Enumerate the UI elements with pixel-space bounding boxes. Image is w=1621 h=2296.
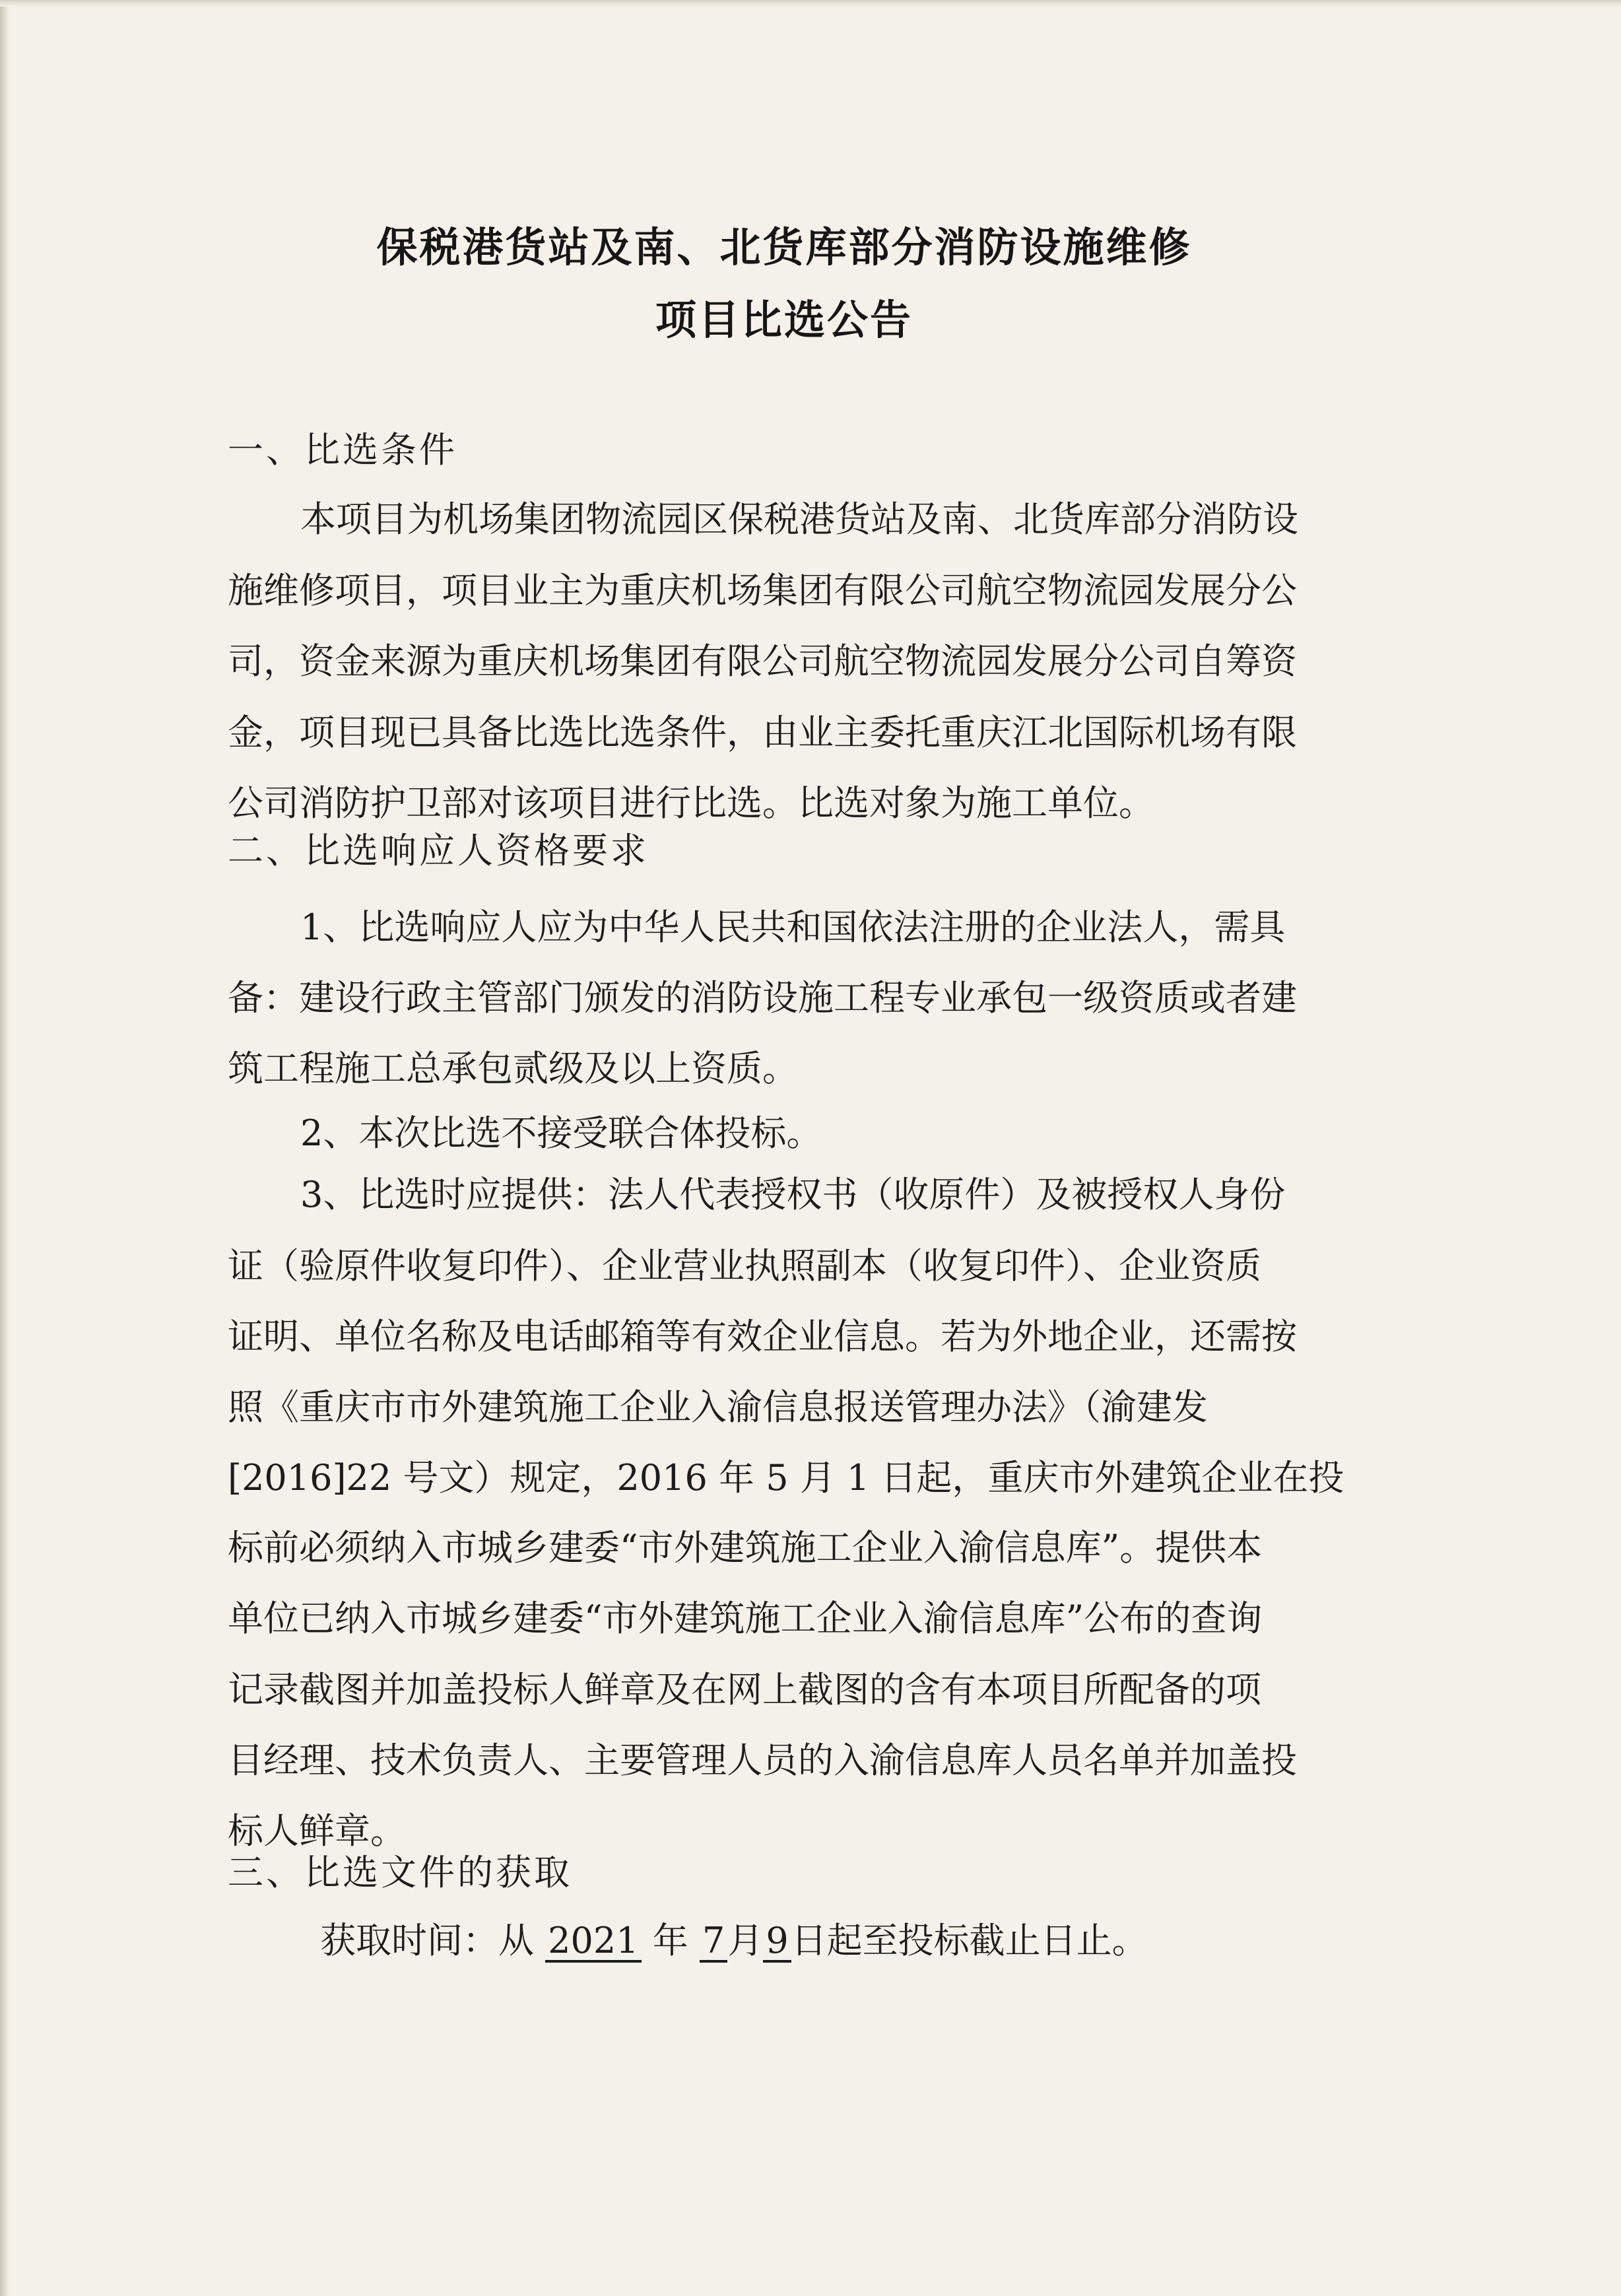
date-day: 9 bbox=[763, 1922, 791, 1963]
section2-item3-line-7: 单位已纳入市城乡建委“市外建筑施工企业入渝信息库”公布的查询 bbox=[228, 1598, 1263, 1639]
section1-line-2: 施维修项目，项目业主为重庆机场集团有限公司航空物流园发展分公 bbox=[228, 570, 1297, 611]
date-suffix: 日起至投标截止日止。 bbox=[791, 1920, 1148, 1961]
date-month: 7 bbox=[700, 1922, 727, 1963]
section2-item1-line-2: 备：建设行政主管部门颁发的消防设施工程专业承包一级资质或者建 bbox=[228, 977, 1297, 1019]
date-year: 2021 bbox=[545, 1922, 641, 1963]
section2-item1-line-3: 筑工程施工总承包贰级及以上资质。 bbox=[228, 1048, 798, 1089]
section2-item3-line-4: 照《重庆市市外建筑施工企业入渝信息报送管理办法》（渝建发 bbox=[228, 1386, 1208, 1428]
section1-line-5: 公司消防护卫部对该项目进行比选。比选对象为施工单位。 bbox=[228, 782, 1154, 824]
section2-item3-line-2: 证（验原件收复印件）、企业营业执照副本（收复印件）、企业资质 bbox=[228, 1245, 1261, 1287]
section2-item3-line-10: 标人鲜章。 bbox=[228, 1810, 406, 1852]
section1-heading: 一、比选条件 bbox=[228, 429, 457, 471]
section2-item1-line-1: 1、比选响应人应为中华人民共和国依法注册的企业法人，需具 bbox=[300, 906, 1286, 948]
acquisition-date-line bbox=[320, 1922, 1148, 1963]
section3-heading: 三、比选文件的获取 bbox=[228, 1852, 572, 1893]
section2-item3-line-8: 记录截图并加盖投标人鲜章及在网上截图的含有本项目所配备的项 bbox=[228, 1669, 1261, 1710]
section2-heading: 二、比选响应人资格要求 bbox=[228, 830, 649, 871]
section2-item3-line-6: 标前必须纳入市城乡建委“市外建筑施工企业入渝信息库”。提供本 bbox=[228, 1527, 1263, 1569]
section2-item3-line-5: [2016]22 号文）规定，2016 年 5 月 1 日起，重庆市外建筑企业在投 bbox=[228, 1457, 1344, 1499]
section1-line-3: 司，资金来源为重庆机场集团有限公司航空物流园发展分公司自筹资 bbox=[228, 640, 1297, 682]
document-title-line1: 保税港货站及南、北货库部分消防设施维修 bbox=[376, 223, 1192, 271]
document-title-line2: 项目比选公告 bbox=[655, 296, 913, 344]
section1-line-1: 本项目为机场集团物流园区保税港货站及南、北货库部分消防设 bbox=[300, 498, 1298, 540]
section2-item3-line-9: 目经理、技术负责人、主要管理人员的入渝信息库人员名单并加盖投 bbox=[228, 1739, 1297, 1781]
date-prefix: 获取时间：从 bbox=[320, 1920, 534, 1961]
section2-item3-line-3: 证明、单位名称及电话邮箱等有效企业信息。若为外地企业，还需按 bbox=[228, 1316, 1297, 1357]
date-year-unit: 年 bbox=[652, 1920, 688, 1961]
date-month-unit: 月 bbox=[727, 1920, 764, 1961]
section1-line-4: 金，项目现已具备比选比选条件，由业主委托重庆江北国际机场有限 bbox=[228, 712, 1297, 753]
section2-item2: 2、本次比选不接受联合体投标。 bbox=[300, 1112, 822, 1154]
section2-item3-line-1: 3、比选时应提供：法人代表授权书（收原件）及被授权人身份 bbox=[300, 1174, 1286, 1215]
